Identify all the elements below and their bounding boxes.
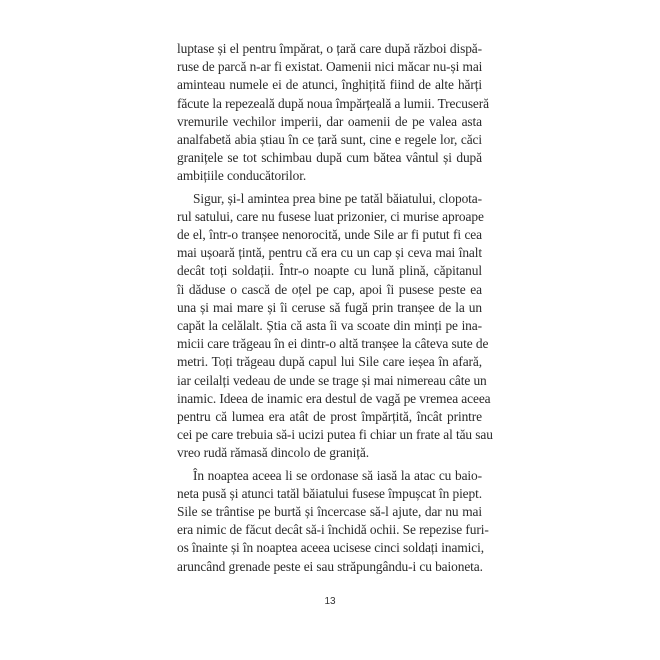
text-line: era nimic de făcut decât să-i închidă ochii. Se repezise furi- [177,522,489,538]
text-line: luptase și el pentru împărat, o țară care după război dispă- [177,41,482,56]
paragraph-1 [177,40,489,186]
text-line: ruse de parcă n-ar fi existat. Oamenii nici măcar nu-și mai [177,59,483,75]
text-line: îi dăduse o cască de oțel pe cap, apoi îi pusese peste ea [177,281,482,297]
text-line: decât toți soldații. Într-o noapte cu lună plină, căpitanul [177,263,482,279]
text-line: granițele se tot schimbau după cum bătea vântul și după [177,150,482,166]
text-line: os înainte și în noaptea aceea ucisese cinci soldați inamici, [177,540,484,556]
text-line: făcute la repezeală după noua împărțeală a lumii. Trecuseră [177,95,489,111]
text-line: ambițiile conducătorilor. [177,168,307,184]
paragraph-3 [177,467,489,576]
text-line: capăt la celălalt. Știa că asta îi va scoate din minți pe ina- [177,318,482,334]
text-line: vremurile vechilor imperii, dar oamenii de pe valea asta [177,113,482,129]
text-line: cei pe care trebuia să-i ucizi putea fi chiar un frate al tău sau [177,427,493,443]
body-text [177,40,493,576]
text-line: Sile se trântise pe burtă și încercase să-l ajute, dar nu mai [177,504,482,520]
text-line: de el, într-o tranșee nenorocită, unde Sile ar fi putut fi cea [177,227,482,243]
text-line: inamic. Ideea de inamic era destul de vagă pe vremea aceea [177,390,491,406]
text-line: rul satului, care nu fusese luat prizonier, ci murise aproape [177,208,484,224]
text-line: În noaptea aceea li se ordonase să iasă la atac cu baio- [193,467,482,483]
text-line: aminteau numele ei de atunci, înghițită fiind de alte hărți [177,77,482,93]
text-line: vreo rudă rămasă dincolo de graniță. [177,445,369,461]
text-line: metri. Toți trăgeau după capul lui Sile care ieșea în afară, [177,354,482,370]
page-number: 13 [324,596,336,607]
text-line: una și mai mare și îi ceruse să fugă prin tranșee de la un [177,299,482,315]
text-line: iar ceilalți vedeau de unde se trage și mai nimereau câte un [177,372,487,388]
text-line: Sigur, și-l amintea prea bine pe tatăl băiatului, clopota- [193,190,482,206]
text-line: analfabetă abia știau în ce țară sunt, cine e regele lor, căci [177,132,482,148]
text-line: mai ușoară țintă, pentru că era cu un cap și ceva mai înalt [177,245,482,261]
text-line: neta pusă și atunci tatăl băiatului fusese împușcat în piept. [177,485,482,501]
text-line: micii care trăgeau în ei dintr-o altă tranșee la câteva sute de [177,336,489,352]
paragraph-2 [177,190,493,463]
text-line: pentru că lumea era atât de prost împărțită, încât printre [177,409,482,425]
text-line: aruncând grenade peste ei sau străpungându-i cu baioneta. [177,558,483,574]
